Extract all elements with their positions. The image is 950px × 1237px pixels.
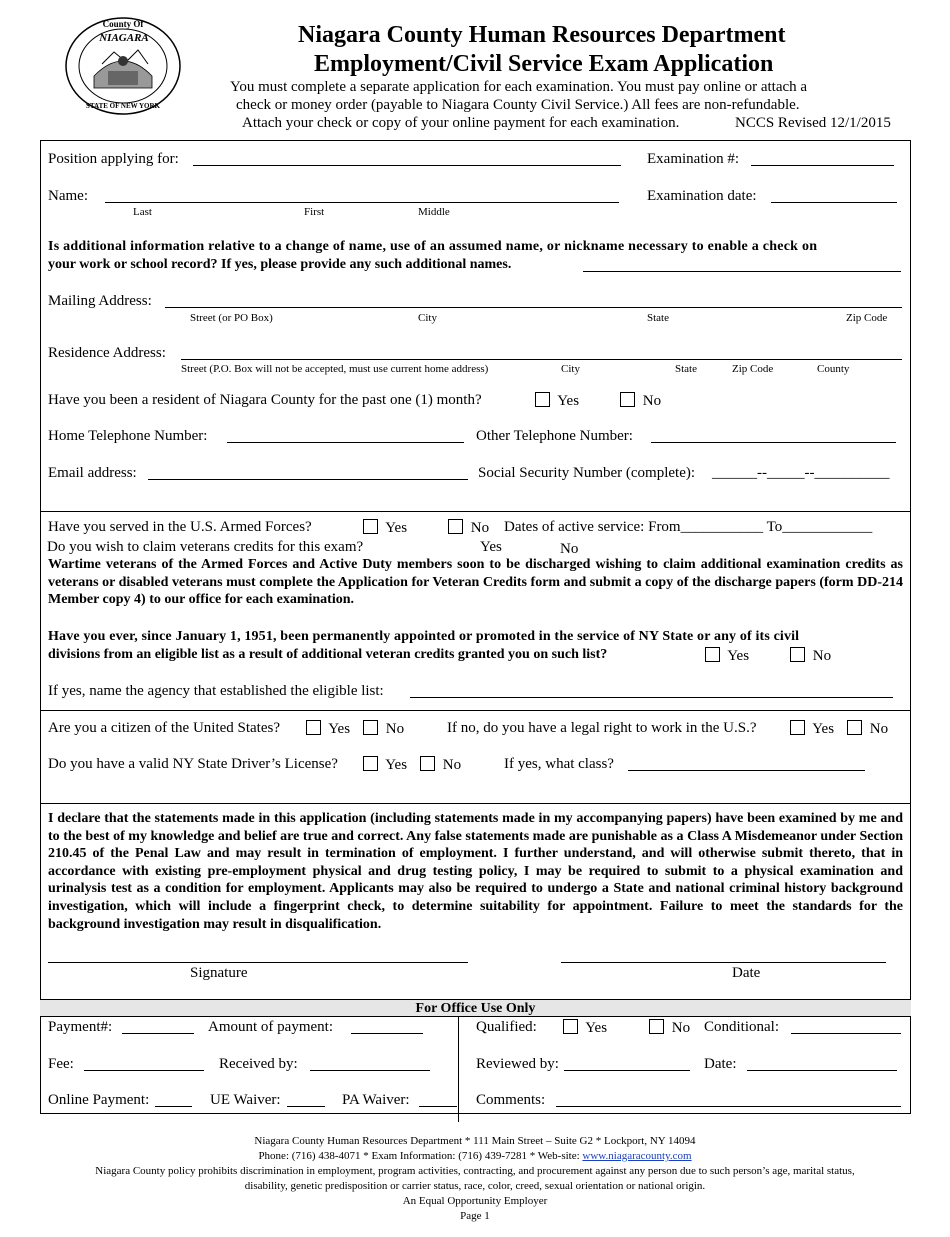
received-by-label: Received by: — [219, 1056, 298, 1072]
armed-forces-no-checkbox[interactable] — [448, 519, 463, 534]
reviewed-by-label: Reviewed by: — [476, 1056, 559, 1072]
office-use-header: For Office Use Only — [40, 999, 911, 1017]
qualified-no[interactable] — [649, 1019, 690, 1037]
citizen-yes-checkbox[interactable] — [306, 720, 321, 735]
residence-address-label: Residence Address: — [48, 345, 166, 361]
license-no-label: No — [442, 757, 462, 773]
footer-policy-2: disability, genetic predisposition or carrier status, race, color, creed, sexual orientation or national origin. — [244, 1180, 706, 1192]
armed-forces-yes-label: Yes — [385, 520, 408, 536]
eligible-list-agency-field[interactable] — [410, 683, 893, 698]
armed-forces-yes-checkbox[interactable] — [363, 519, 378, 534]
signature-label: Signature — [190, 965, 248, 981]
residence-street-caption: Street (P.O. Box will not be accepted, must use current home address) — [181, 363, 489, 375]
residence-county-caption: County — [817, 363, 850, 375]
intro-line-3: Attach your check or copy of your online payment for each examination. — [242, 115, 680, 131]
license-yes-label: Yes — [385, 757, 408, 773]
citizen-yes[interactable] — [306, 720, 350, 738]
appointed-yes[interactable] — [705, 647, 749, 665]
footer-website-link[interactable]: www.niagaracounty.com — [582, 1150, 692, 1162]
citizen-no-checkbox[interactable] — [363, 720, 378, 735]
appointed-question-2: divisions from an eligible list as a result of additional veteran credits granted you on such list? — [48, 647, 608, 662]
armed-forces-yes[interactable] — [363, 519, 407, 537]
other-phone-field[interactable] — [651, 428, 896, 443]
license-no[interactable] — [420, 756, 461, 774]
amount-field[interactable] — [351, 1019, 423, 1034]
comments-field[interactable] — [556, 1092, 901, 1107]
exam-date-label: Examination date: — [647, 188, 757, 204]
revision-note: NCCS Revised 12/1/2015 — [735, 115, 891, 131]
declaration-paragraph: I declare that the statements made in this application (including statements made in my accompanying papers) have been examined by me and to the best of my knowledge and belief are true and correct. Any false statements made are punishable as a Class A Misdemeanor under Section 210.45 of the Penal Law and may result in termination of employment. I further understand, and will otherwise submit thereto, that in accordance with existing pre-employment physical and drug testing policy, I may be required to submit to a physical examination and urinalysis test as a condition for employment. Applicants may also be required to undergo a State and national criminal history background investigation, which will include a fingerprint check, to determine suitability for appointment. Failure to meet the standards for the background investigation may result in disqualification. — [48, 811, 903, 932]
received-by-field[interactable] — [310, 1056, 430, 1071]
exam-date-field[interactable] — [771, 188, 897, 203]
license-class-label: If yes, what class? — [504, 756, 614, 772]
residence-state-caption: State — [675, 363, 697, 375]
intro-line-1: You must complete a separate application for each examination. You must pay online or attach a — [230, 79, 808, 95]
seal-bottom-text: STATE OF NEW YORK — [86, 102, 160, 110]
resident-no-checkbox[interactable] — [620, 392, 635, 407]
seal-middle-text: NIAGARA — [99, 32, 149, 44]
mailing-zip-caption: Zip Code — [846, 312, 888, 324]
additional-names-question-1: Is additional information relative to a change of name, use of an assumed name, or nickname necessary to enable a check on — [48, 239, 818, 254]
citizen-yes-label: Yes — [328, 721, 351, 737]
residence-zip-caption: Zip Code — [732, 363, 774, 375]
legal-right-no[interactable] — [847, 720, 888, 738]
separator-veterans — [40, 511, 911, 512]
license-yes-checkbox[interactable] — [363, 756, 378, 771]
residence-city-caption: City — [561, 363, 580, 375]
mailing-address-field[interactable] — [165, 293, 902, 308]
pa-waiver-field[interactable] — [419, 1092, 457, 1107]
home-phone-label: Home Telephone Number: — [48, 428, 208, 444]
appointed-no-checkbox[interactable] — [790, 647, 805, 662]
page-number: Page 1 — [460, 1210, 490, 1222]
last-name-caption: Last — [133, 206, 152, 218]
active-service-dates[interactable]: Dates of active service: From___________ To____________ — [504, 519, 873, 535]
additional-names-question-2: your work or school record? If yes, please provide any such additional names. — [48, 257, 512, 272]
seal-top-text: County Of — [102, 19, 144, 29]
signature-field[interactable] — [48, 948, 468, 963]
veteran-credit-no[interactable]: No — [560, 541, 579, 557]
resident-yes[interactable] — [535, 392, 579, 410]
residence-address-field[interactable] — [181, 345, 902, 360]
pa-waiver-label: PA Waiver: — [342, 1092, 410, 1108]
payment-number-label: Payment#: — [48, 1019, 113, 1035]
office-date-label: Date: — [704, 1056, 737, 1072]
appointed-question-1: Have you ever, since January 1, 1951, been permanently appointed or promoted in the service of NY State or any of its civil — [48, 629, 800, 644]
armed-forces-question: Have you served in the U.S. Armed Forces? — [48, 519, 312, 535]
appointed-no[interactable] — [790, 647, 831, 665]
amount-label: Amount of payment: — [208, 1019, 333, 1035]
home-phone-field[interactable] — [227, 428, 464, 443]
footer-eoe: An Equal Opportunity Employer — [402, 1195, 548, 1207]
legal-right-yes-label: Yes — [812, 721, 835, 737]
resident-yes-checkbox[interactable] — [535, 392, 550, 407]
signature-date-field[interactable] — [561, 948, 886, 963]
resident-question: Have you been a resident of Niagara County for the past one (1) month? — [48, 392, 482, 408]
qualified-no-checkbox[interactable] — [649, 1019, 664, 1034]
name-label: Name: — [48, 188, 88, 204]
eligible-list-agency-label: If yes, name the agency that established the eligible list: — [48, 683, 384, 699]
resident-no[interactable] — [620, 392, 661, 410]
email-field[interactable] — [148, 465, 468, 480]
reviewed-by-field[interactable] — [564, 1056, 690, 1071]
fee-field[interactable] — [84, 1056, 204, 1071]
online-payment-label: Online Payment: — [48, 1092, 150, 1108]
license-question: Do you have a valid NY State Driver’s License? — [48, 756, 338, 772]
comments-label: Comments: — [476, 1092, 546, 1108]
veteran-credit-yes[interactable]: Yes — [480, 539, 502, 555]
other-phone-label: Other Telephone Number: — [476, 428, 633, 444]
license-no-checkbox[interactable] — [420, 756, 435, 771]
office-use-divider — [458, 1017, 459, 1122]
separator-declaration — [40, 803, 911, 804]
title-department: Niagara County Human Resources Department — [298, 22, 786, 48]
qualified-yes-label: Yes — [585, 1020, 608, 1036]
appointed-yes-label: Yes — [727, 648, 750, 664]
title-application: Employment/Civil Service Exam Application — [314, 51, 774, 77]
online-payment-field[interactable] — [155, 1092, 192, 1107]
veteran-credit-question: Do you wish to claim veterans credits for this exam? — [47, 539, 364, 555]
separator-citizenship — [40, 710, 911, 711]
footer-address: Niagara County Human Resources Department * 111 Main Street – Suite G2 * Lockport, NY 14094 — [254, 1135, 696, 1147]
appointed-yes-checkbox[interactable] — [705, 647, 720, 662]
form-frame — [40, 140, 911, 1114]
armed-forces-no-label: No — [470, 520, 490, 536]
legal-right-yes[interactable] — [790, 720, 834, 738]
first-name-caption: First — [304, 206, 325, 218]
footer-policy-1: Niagara County policy prohibits discrimination in employment, program activities, contracting, and procurement against any person due to such person’s age, marital status, — [95, 1165, 855, 1177]
conditional-field[interactable] — [791, 1019, 901, 1034]
qualified-yes-checkbox[interactable] — [563, 1019, 578, 1034]
county-seal — [64, 16, 182, 116]
ssn-field[interactable]: ______--_____--__________ — [712, 465, 890, 481]
exam-number-field[interactable] — [751, 151, 894, 166]
payment-number-field[interactable] — [122, 1019, 194, 1034]
legal-right-question: If no, do you have a legal right to work in the U.S.? — [447, 720, 757, 736]
citizen-no-label: No — [385, 721, 405, 737]
exam-number-label: Examination #: — [647, 151, 740, 167]
office-date-field[interactable] — [747, 1056, 897, 1071]
qualified-no-label: No — [671, 1020, 691, 1036]
email-label: Email address: — [48, 465, 137, 481]
position-label: Position applying for: — [48, 151, 179, 167]
additional-names-field[interactable] — [583, 257, 901, 272]
legal-right-no-label: No — [869, 721, 889, 737]
mailing-state-caption: State — [647, 312, 669, 324]
middle-name-caption: Middle — [418, 206, 450, 218]
appointed-no-label: No — [812, 648, 832, 664]
signature-date-label: Date — [732, 965, 761, 981]
mailing-city-caption: City — [418, 312, 437, 324]
resident-yes-label: Yes — [557, 393, 580, 409]
ue-waiver-field[interactable] — [287, 1092, 325, 1107]
ssn-label: Social Security Number (complete): — [478, 465, 696, 481]
ue-waiver-label: UE Waiver: — [210, 1092, 281, 1108]
armed-forces-no[interactable] — [448, 519, 489, 537]
footer-phone: Phone: (716) 438-4071 * Exam Information: (716) 439-7281 * Web-site: — [258, 1150, 580, 1162]
qualified-yes[interactable] — [563, 1019, 607, 1037]
legal-right-yes-checkbox[interactable] — [790, 720, 805, 735]
license-yes[interactable] — [363, 756, 407, 774]
qualified-label: Qualified: — [476, 1019, 537, 1035]
intro-line-2: check or money order (payable to Niagara County Civil Service.) All fees are non-refundable. — [236, 97, 800, 113]
license-class-field[interactable] — [628, 756, 865, 771]
position-field[interactable] — [193, 151, 621, 166]
citizen-question: Are you a citizen of the United States? — [48, 720, 281, 736]
citizen-no[interactable] — [363, 720, 404, 738]
conditional-label: Conditional: — [704, 1019, 779, 1035]
name-field[interactable] — [105, 188, 619, 203]
fee-label: Fee: — [48, 1056, 74, 1072]
legal-right-no-checkbox[interactable] — [847, 720, 862, 735]
resident-no-label: No — [642, 393, 662, 409]
mailing-street-caption: Street (or PO Box) — [190, 312, 273, 324]
footer-contact — [0, 1150, 950, 1162]
mailing-address-label: Mailing Address: — [48, 293, 152, 309]
wartime-veterans-paragraph: Wartime veterans of the Armed Forces and Active Duty members soon to be discharged wishing to claim additional examination credits as veterans or disabled veterans must complete the Application for Veteran Credits form and submit a copy of the discharge papers (form DD-214 Member copy 4) to our office for each examination. — [48, 557, 903, 608]
